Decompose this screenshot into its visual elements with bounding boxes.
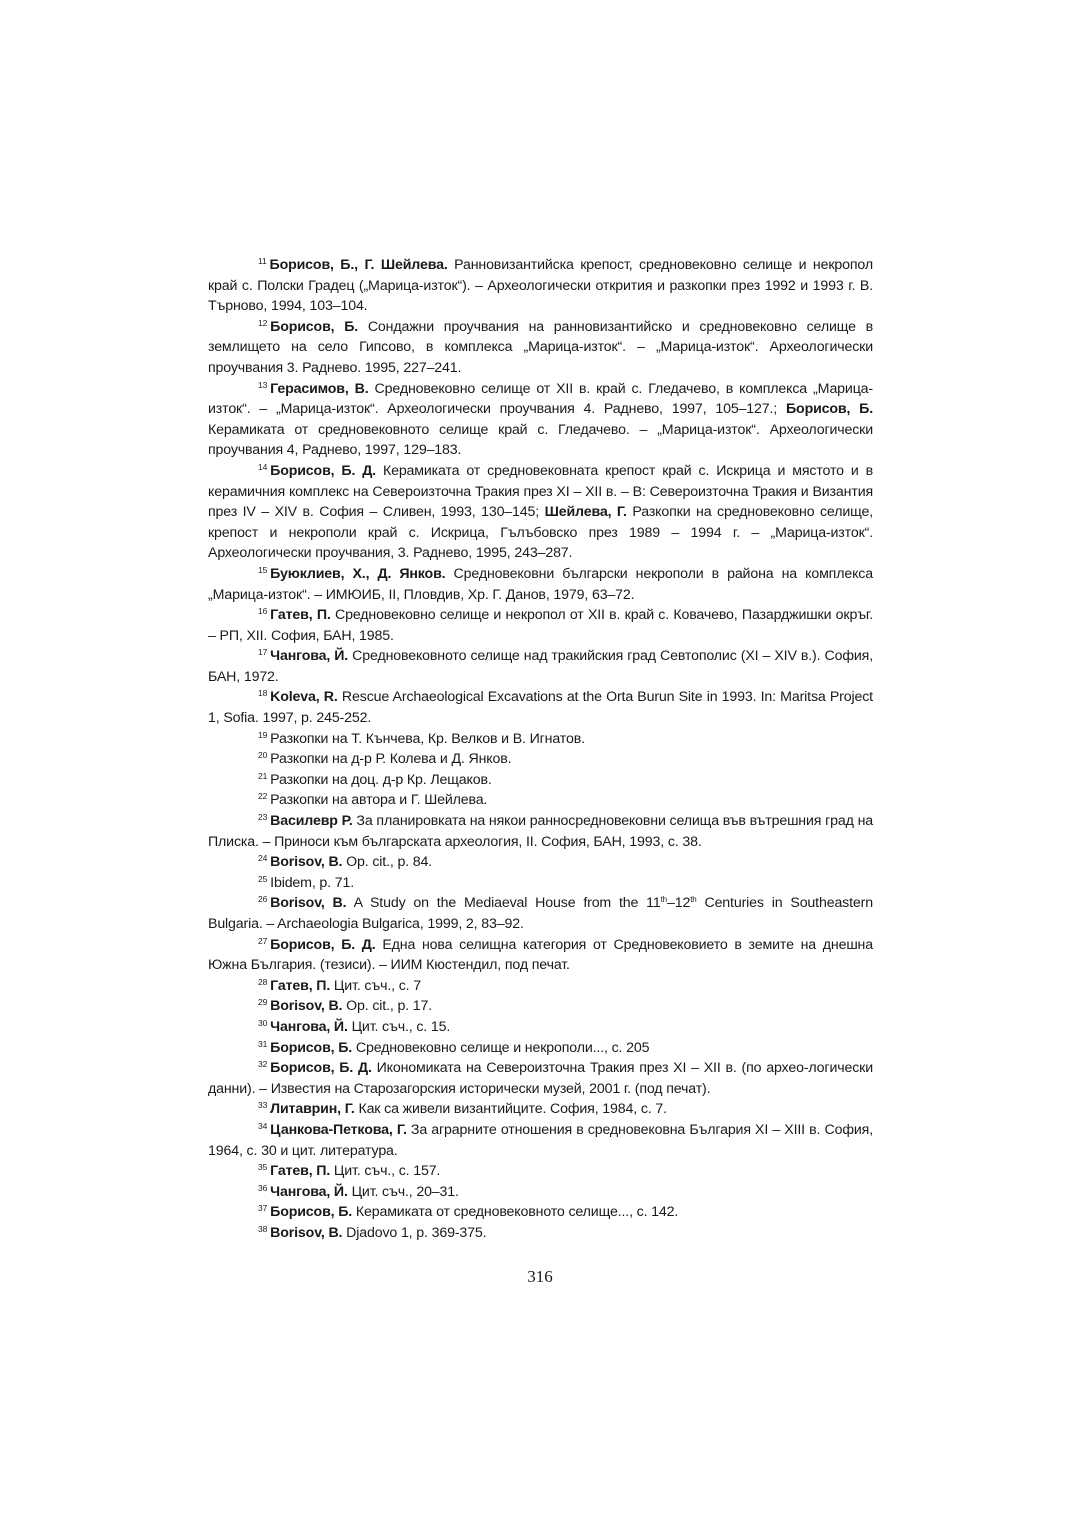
- footnote-text: Разкопки на Т. Кънчева, Кр. Велков и В. Игнатов.: [270, 730, 585, 747]
- footnote-text: Цит. съч., с. 15.: [347, 1018, 451, 1035]
- footnote: [208, 605, 873, 646]
- footnote-text: Средновековни български некрополи в района на комплекса „Марица-изток“. – ИМЮИБ, II, Пловдив, Хр. Г. Данов, 1979, 63–72.: [208, 565, 873, 603]
- footnote: [208, 729, 873, 750]
- footnote-author: Гатев, П.: [270, 977, 331, 994]
- footnote-text: Djadovo 1, p. 369-375.: [342, 1224, 487, 1241]
- footnote-text: Керамиката от средновековното селище край с. Гледачево. – „Марица-изток“. Археологически проучвания 4, Раднево, 1997, 129–183.: [208, 421, 873, 459]
- footnote-text: Сондажни проучвания на ранновизантийско и средновековно селище в землището на село Гипсово, в комплекса „Марица-изток“. – „Марица-изток“. Археологически проучвания 3. Раднево. 1995, 227–241.: [208, 318, 873, 376]
- footnote-author: Чангова, Й.: [270, 1018, 348, 1035]
- footnote-author: Борисов, Б.: [270, 1039, 353, 1056]
- footnote: [208, 996, 873, 1017]
- footnote-number: 21: [258, 770, 268, 781]
- footnote: [208, 749, 873, 770]
- footnote-author: Чангова, Й.: [270, 648, 349, 665]
- footnote-text: Rescue Archaeological Excavations at the Orta Burun Site in 1993. In: Maritsa Project 1, Sofia. 1997, p. 245-252.: [208, 689, 873, 727]
- footnote-text: A Study on the Mediaeval House from the 11: [346, 895, 661, 912]
- footnote: [208, 379, 873, 461]
- footnote-number: 14: [258, 461, 268, 472]
- footnote: [208, 1038, 873, 1059]
- footnote: [208, 976, 873, 997]
- footnote-number: 23: [258, 812, 268, 823]
- footnote-text: Разкопки на д-р Р. Колева и Д. Янков.: [270, 751, 512, 768]
- footnote-number: 24: [258, 853, 268, 864]
- footnote-number: 27: [258, 935, 268, 946]
- footnote-text: Икономиката на Североизточна Тракия през XI – XII в. (по архео-логически данни). – Известия на Старозагорския исторически музей, 2001 г. (под печат).: [208, 1060, 873, 1097]
- footnote-author: Цанкова-Петкова, Г.: [270, 1121, 407, 1138]
- footnote: [208, 770, 873, 791]
- footnote-author: Борисов, Б.: [270, 1204, 353, 1221]
- footnote-number: 20: [258, 750, 268, 761]
- footnote-text: Средновековно селище и некрополи..., с. 205: [352, 1039, 650, 1056]
- footnote-number: 26: [258, 894, 268, 905]
- ordinal-suffix: th: [660, 895, 667, 905]
- footnote-text: Цит. съч., с. 7: [330, 977, 421, 994]
- footnote: [208, 1120, 873, 1161]
- footnote-number: 36: [258, 1182, 268, 1193]
- footnote-author: Литаврин, Г.: [270, 1101, 355, 1118]
- footnote-text: –12: [666, 895, 691, 912]
- footnote-number: 15: [258, 564, 268, 575]
- footnote-author: Борисов, Б. Д.: [270, 1060, 372, 1077]
- footnote-text: Разкопки на средновековно селище, крепост и некрополи край с. Искрица, Гълъбовско през 1989 – 1994 г. – „Марица-изток“. Археологически проучвания, 3. Раднево, 1995, 243–287.: [208, 504, 874, 562]
- footnote-author: Шейлева, Г.: [544, 504, 627, 521]
- footnote-text: Centuries in Southeastern Bulgaria. – Archaeologia Bulgarica, 1999, 2, 83–92.: [208, 895, 873, 932]
- footnote-text: За планировката на някои ранносредновековни селища във вътрешния град на Плиска. – Приноси към българската археология, II. София, БАН, 1993, с. 38.: [208, 813, 873, 850]
- footnote-author: Гатев, П.: [270, 607, 331, 624]
- footnote-text: Керамиката от средновековното селище..., с. 142.: [352, 1204, 679, 1221]
- footnote: [208, 255, 873, 317]
- footnote-number: 34: [258, 1120, 268, 1131]
- footnote: [208, 935, 873, 976]
- footnote: [208, 687, 873, 728]
- footnote: [208, 873, 873, 894]
- footnote: [208, 1202, 873, 1223]
- footnote: [208, 1182, 873, 1203]
- footnote-author: Борисов, Б.: [270, 318, 359, 335]
- footnote-text: Op. cit., p. 84.: [342, 854, 433, 871]
- footnote-author: Василевр Р.: [270, 813, 353, 830]
- footnote-author: Герасимов, В.: [270, 380, 369, 397]
- footnote: [208, 790, 873, 811]
- footnote-author: Борисов, Б. Д.: [270, 936, 376, 953]
- footnote-author: Гатев, П.: [270, 1163, 331, 1180]
- page-number: 316: [527, 1267, 553, 1286]
- footnote: [208, 1223, 873, 1244]
- footnote-number: 16: [258, 606, 268, 617]
- footnote-author: Borisov, B.: [270, 895, 347, 912]
- footnote-author: Borisov, B.: [270, 1224, 343, 1241]
- footnote: [208, 1161, 873, 1182]
- footnote-number: 12: [258, 317, 268, 328]
- footnote: [208, 564, 873, 605]
- footnote-text: Средновековното селище над тракийския град Севтополис (XI – XIV в.). София, БАН, 1972.: [208, 648, 873, 685]
- footnote-text: Ibidem, p. 71.: [270, 874, 355, 891]
- footnote-text: Ранновизантийска крепост, средновековно селище и некропол край с. Полски Градец („Марица-изток“). – Археологически открития и разкопки през 1992 и 1993 г. В. Търново, 1994, 103–104.: [208, 257, 873, 315]
- footnote-number: 17: [258, 647, 268, 658]
- footnote-text: Цит. съч., с. 157.: [330, 1163, 441, 1180]
- footnote-number: 32: [258, 1059, 268, 1070]
- footnote-text: Разкопки на доц. д-р Кр. Лещаков.: [270, 771, 492, 788]
- footnote-text: Средновековно селище и некропол от XII в. край с. Ковачево, Пазарджишки окръг. – РП, XII. София, БАН, 1985.: [208, 607, 874, 644]
- footnote: [208, 893, 873, 934]
- ordinal-suffix: th: [690, 895, 697, 905]
- footnote-text: Средновековно селище от XII в. край с. Гледачево, в комплекса „Марица-изток“. – „Марица-изток“. Археологически проучвания 4. Раднево, 1997, 105–127.;: [208, 380, 873, 418]
- footnote-number: 30: [258, 1017, 268, 1028]
- footnote: [208, 811, 873, 852]
- footnote-author: Borisov, B.: [270, 998, 343, 1015]
- footnote-text: За аграрните отношения в средновековна България XI – XIII в. София, 1964, с. 30 и цит. литература.: [208, 1121, 873, 1159]
- footnote-author: Борисов, Б., Г. Шейлева.: [269, 257, 448, 273]
- footnote-author: Чангова, Й.: [270, 1183, 348, 1200]
- footnote-text: Керамиката от средновековната крепост край с. Искрица и мястото и в керамичния комплекс на Североизточна Тракия през XI – XII в. – В: Североизточна Тракия и Византия през IV – XIV в. София – Сливен, 1993, 130–145;: [208, 462, 873, 521]
- footnote-text: Разкопки на автора и Г. Шейлева.: [270, 792, 488, 809]
- footnote: [208, 852, 873, 873]
- footnote-text: Op. cit., p. 17.: [342, 998, 433, 1015]
- footnote-number: 33: [258, 1100, 268, 1111]
- footnote: [208, 1058, 873, 1099]
- footnote-number: 18: [258, 688, 268, 699]
- footnote-number: 29: [258, 997, 268, 1008]
- footnote: [208, 1099, 873, 1120]
- footnote-author: Буюклиев, Х., Д. Янков.: [270, 565, 446, 582]
- footnote: [208, 646, 873, 687]
- footnote-number: 38: [258, 1223, 268, 1234]
- footnote-number: 13: [258, 379, 268, 390]
- footnote-number: 19: [258, 729, 268, 740]
- footnote-number: 37: [258, 1203, 268, 1214]
- footnote: [208, 1017, 873, 1038]
- footnote-text: Една нова селищна категория от Средновековието в земите на днешна Южна България. (тезиси). – ИИМ Кюстендил, под печат.: [208, 936, 873, 974]
- footnote-number: 22: [258, 791, 268, 802]
- footnote-number: 25: [258, 873, 268, 884]
- footnote-number: 31: [258, 1038, 268, 1049]
- footnote-number: 28: [258, 976, 268, 987]
- footnote-author: Koleva, R.: [270, 689, 338, 706]
- footnotes-block: [208, 255, 873, 1244]
- footnote-text: Как са живели византийците. София, 1984, с. 7.: [354, 1101, 667, 1118]
- footnote-author: Борисов, Б.: [786, 401, 873, 418]
- footnote: [208, 317, 873, 379]
- footnote-number: 35: [258, 1162, 268, 1173]
- footnote-number: 11: [258, 256, 267, 266]
- footnote: [208, 461, 873, 564]
- footnote-author: Borisov, B.: [270, 854, 343, 871]
- footnote-text: Цит. съч., 20–31.: [347, 1183, 459, 1200]
- footnote-author: Борисов, Б. Д.: [270, 462, 376, 479]
